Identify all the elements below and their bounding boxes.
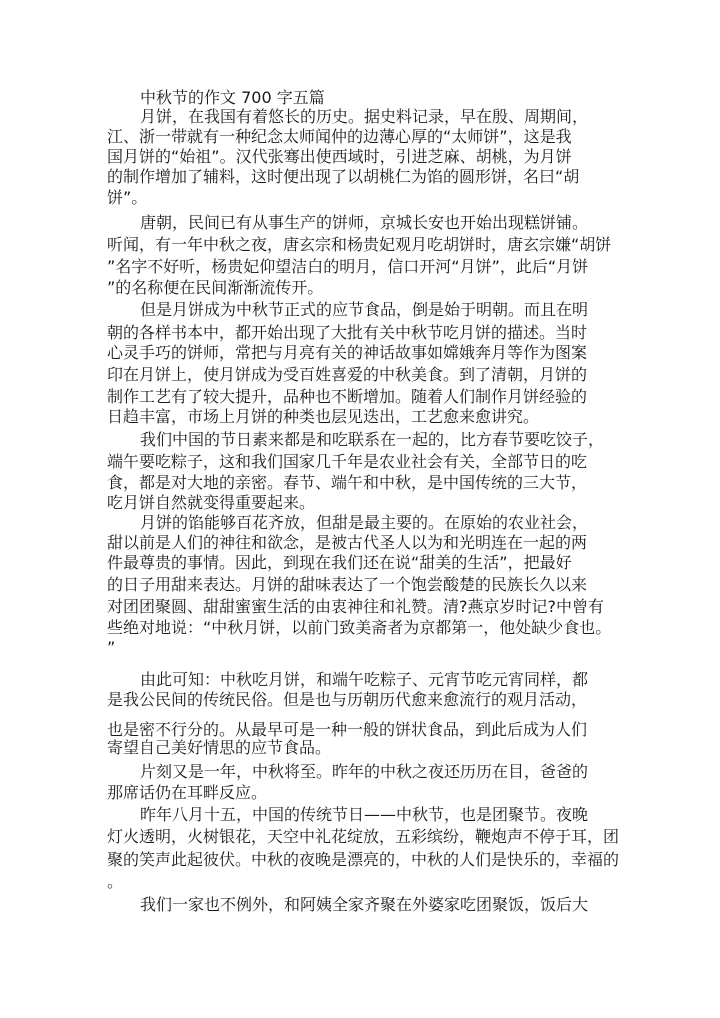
text-line: 片刻又是一年，中秋将至。昨年的中秋之夜还历历在目，爸爸的 bbox=[140, 762, 589, 781]
text-line: 印在月饼上，使月饼成为受百姓喜爱的中秋美食。到了清朝，月饼的 bbox=[107, 365, 588, 384]
text-line: 我们一家也不例外，和阿姨全家齐聚在外婆家吃团聚饭，饭后大 bbox=[140, 895, 589, 914]
text-line: 但是月饼成为中秋节正式的应节食品，倒是始于明朝。而且在明 bbox=[140, 300, 589, 319]
text-line: 日趋丰富，市场上月饼的种类也层见迭出，工艺愈来愈讲究。 bbox=[107, 407, 540, 426]
text-line: 月饼，在我国有着悠长的历史。据史料记录，早在殷、周期间， bbox=[140, 107, 589, 126]
text-line: 些绝对地说：“中秋月饼，以前门致美斋者为京都第一，他处缺少食也。 bbox=[107, 618, 612, 637]
text-line: ”的名称便在民间渐渐流传开。 bbox=[107, 278, 324, 297]
text-line: ”名字不好听，杨贵妃仰望洁白的明月，信口开河“月饼”，此后“月饼 bbox=[107, 257, 589, 276]
text-line: 寄望自己美好情思的应节食品。 bbox=[107, 738, 332, 757]
text-line: 的制作增加了辅料，这时便出现了以胡桃仁为馅的圆形饼，名曰“胡 bbox=[107, 167, 580, 186]
text-line: 灯火透明，火树银花，天空中礼花绽放，五彩缤纷，鞭炮声不停于耳，团 bbox=[107, 827, 620, 846]
text-line: 制作工艺有了较大提升，品种也不断增加。随着人们制作月饼经验的 bbox=[107, 387, 588, 406]
text-line: 唐朝，民间已有从事生产的饼师，京城长安也开始出现糕饼铺。 bbox=[140, 213, 589, 232]
text-line: 由此可知：中秋吃月饼，和端午吃粽子、元宵节吃元宵同样，都 bbox=[140, 670, 589, 689]
text-line: 也是密不行分的。从最早可是一种一般的饼状食品，到此后成为人们 bbox=[107, 720, 588, 739]
text-line: 端午要吃粽子，这和我们国家几千年是农业社会有关，全部节日的吃 bbox=[107, 452, 588, 471]
text-line: 食，都是对大地的亲密。春节、端午和中秋，是中国传统的三大节， bbox=[107, 473, 588, 492]
document-title: 中秋节的作文 700 字五篇 bbox=[140, 88, 325, 107]
text-line: ” bbox=[107, 638, 116, 657]
text-line: 对团团聚圆、甜甜蜜蜜生活的由衷神往和礼赞。清?燕京岁时记?中曾有 bbox=[107, 597, 604, 616]
text-line: 月饼的馅能够百花齐放，但甜是最主要的。在原始的农业社会， bbox=[140, 513, 589, 532]
text-line: 我们中国的节日素来都是和吃联系在一起的，比方春节要吃饺子， bbox=[140, 430, 605, 449]
text-line: 的日子用甜来表达。月饼的甜味表达了一个饱尝酸楚的民族长久以来 bbox=[107, 575, 588, 594]
text-line: 甜以前是人们的神往和欲念，是被古代圣人以为和光明连在一起的两 bbox=[107, 533, 588, 552]
text-line: 听闻，有一年中秋之夜，唐玄宗和杨贵妃观月吃胡饼时，唐玄宗嫌“胡饼 bbox=[107, 235, 612, 254]
text-line: 江、浙一带就有一种纪念太师闻仲的边薄心厚的“太师饼”，这是我 bbox=[107, 127, 572, 146]
text-line: 饼”。 bbox=[107, 188, 148, 207]
text-line: 吃月饼自然就变得重要起来。 bbox=[107, 493, 316, 512]
text-line: 。 bbox=[107, 872, 124, 891]
text-line: 心灵手巧的饼师，常把与月亮有关的神话故事如嫦娥奔月等作为图案 bbox=[107, 343, 588, 362]
text-line: 国月饼的“始祖”。汉代张骞出使西域时，引进芝麻、胡桃，为月饼 bbox=[107, 147, 572, 166]
text-line: 聚的笑声此起彼伏。中秋的夜晚是漂亮的，中秋的人们是快乐的，幸福的 bbox=[107, 850, 620, 869]
text-line: 件最尊贵的事情。因此，到现在我们还在说“甜美的生活”，把最好 bbox=[107, 553, 572, 572]
text-line: 是我公民间的传统民俗。但是也与历朝历代愈来愈流行的观月活动， bbox=[107, 690, 588, 709]
text-line: 那席话仍在耳畔反应。 bbox=[107, 783, 268, 802]
text-line: 昨年八月十五，中国的传统节日——中秋节，也是团聚节。夜晚 bbox=[140, 805, 589, 824]
text-line: 朝的各样书本中，都开始出现了大批有关中秋节吃月饼的描述。当时 bbox=[107, 323, 588, 342]
